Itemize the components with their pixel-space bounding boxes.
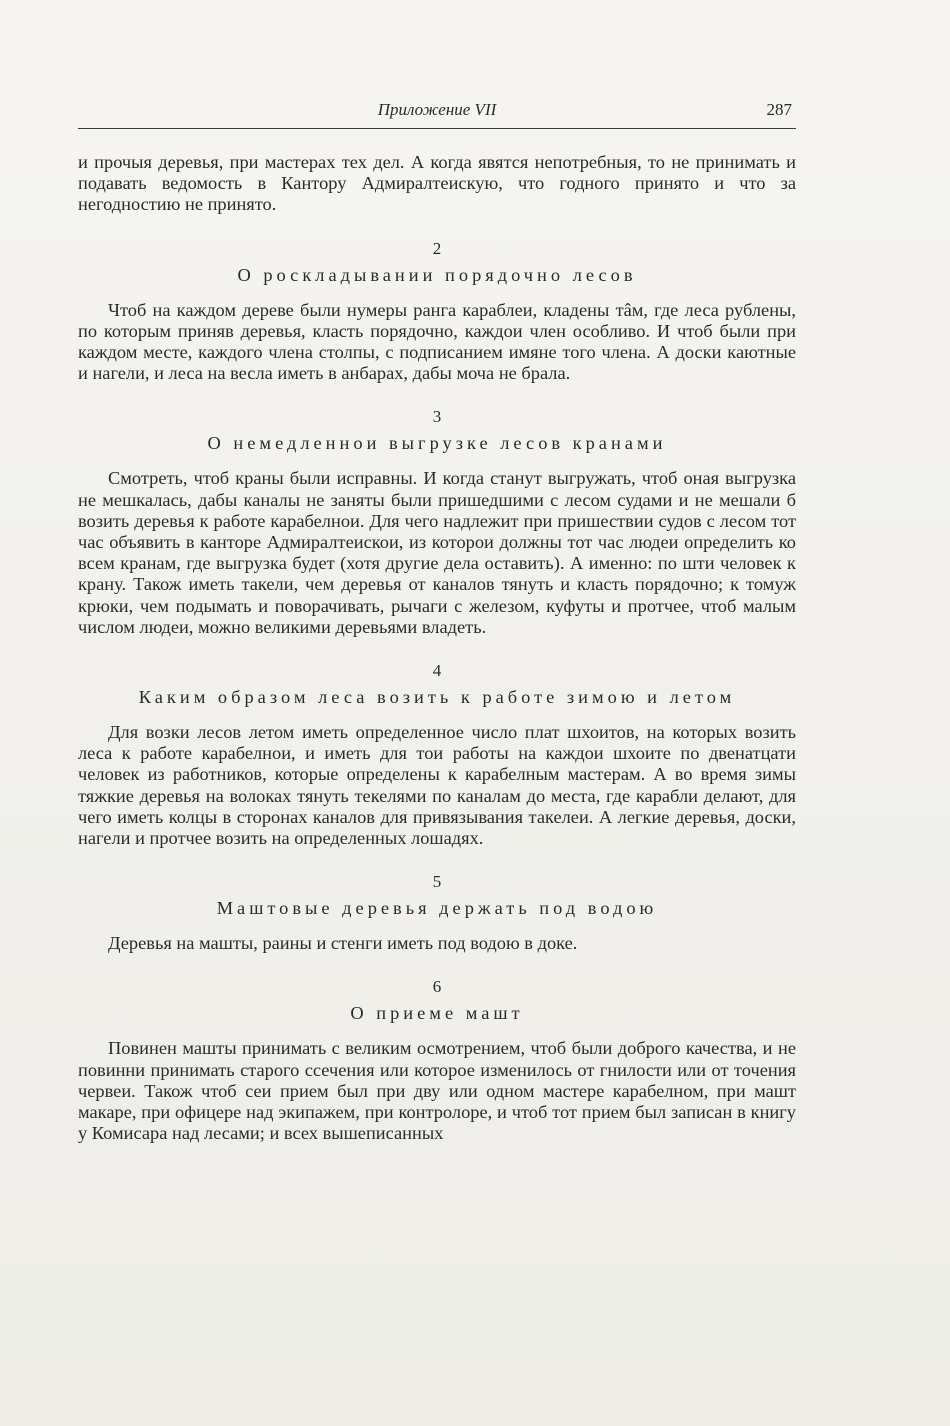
section-paragraph: Смотреть, чтоб краны были исправны. И когда станут выгружать, чтоб оная выгрузка не мешкалась, дабы каналы не заняты были пришедшими с лесом судами и не мешали б возить деревья к работе карабелнои. Для чего надлежит при пришествии судов с лесом тот час объявить в канторе Адмиралтеискои, из которои должны тот час людеи определить ко всем кранам, где выгрузка будет (хотя другие дела оставить). А именно: по шти человек к крану. Також иметь такели, чем деревья от каналов тянуть и класть порядочно; к томуж крюки, чем подымать и поворачивать, рычаги с железом, куфуты и протчее, чтоб малым числом людеи, можно великими деревьями владеть. (78, 468, 796, 637)
section-number: 4 (432, 661, 442, 681)
header-title: Приложение VII (377, 100, 497, 119)
section-title: О немедленнои выгрузке лесов кранами (207, 433, 667, 454)
document-body (78, 152, 796, 1144)
section-paragraph: Повинен машты принимать с великим осмотрением, чтоб были доброго качества, и не повинни принимать старого ссечения или которое изменилось от гнилости или от точения червеи. Також чтоб сеи прием был при дву или одном мастере карабелном, при машт макаре, при офицере над экипажем, при контролоре, и чтоб тот прием был записан в книгу у Комисара над лесами; и всех вышеписанных (78, 1038, 796, 1144)
section-4 (78, 660, 796, 849)
page-number: 287 (766, 100, 792, 119)
running-header (78, 98, 796, 129)
section-3 (78, 406, 796, 638)
section-title: О приеме машт (350, 1003, 524, 1024)
section-title: Маштовые деревья держать под водою (216, 898, 658, 919)
section-number: 6 (432, 977, 442, 997)
section-paragraph: Чтоб на каждом дереве были нумеры ранга караблеи, кладены тâм, где леса рублены, по которым приняв деревья, класть порядочно, каждои член особливо. И чтоб были при каждом месте, каждого члена столпы, с подписанием имяне того члена. А доски каютные и нагели, и леса на весла иметь в анбарах, дабы моча не брала. (78, 299, 796, 384)
section-5 (78, 871, 796, 954)
section-paragraph: Деревья на машты, раины и стенги иметь под водою в доке. (108, 933, 578, 954)
section-number: 2 (432, 238, 442, 258)
intro-paragraph: и прочыя деревья, при мастерах тех дел. А когда явятся непотребныя, то не принимать и подавать ведомость в Кантору Адмиралтеискую, что годного принято и что за негодностию не принято. (78, 152, 796, 215)
section-paragraph: Для возки лесов летом иметь определенное число плат шхоитов, на которых возить леса к работе карабелнои, и иметь для тои работы на каждои шхоите по двенатцати человек из работников, которые определены к карабелным мастерам. А во время зимы тяжкие деревья на волоках тянуть текелями по каналам до места, где карабли делают, для чего иметь колцы в сторонах каналов для привязывания такелеи. А легкие деревья, доски, нагели и протчее возить на определенных лошадях. (78, 722, 796, 849)
section-number: 3 (432, 407, 442, 427)
section-number: 5 (432, 872, 442, 892)
section-6 (78, 976, 796, 1144)
section-title: Каким образом леса возить к работе зимою и летом (138, 687, 736, 708)
section-title: О роскладывании порядочно лесов (237, 264, 637, 285)
section-2 (78, 238, 796, 385)
